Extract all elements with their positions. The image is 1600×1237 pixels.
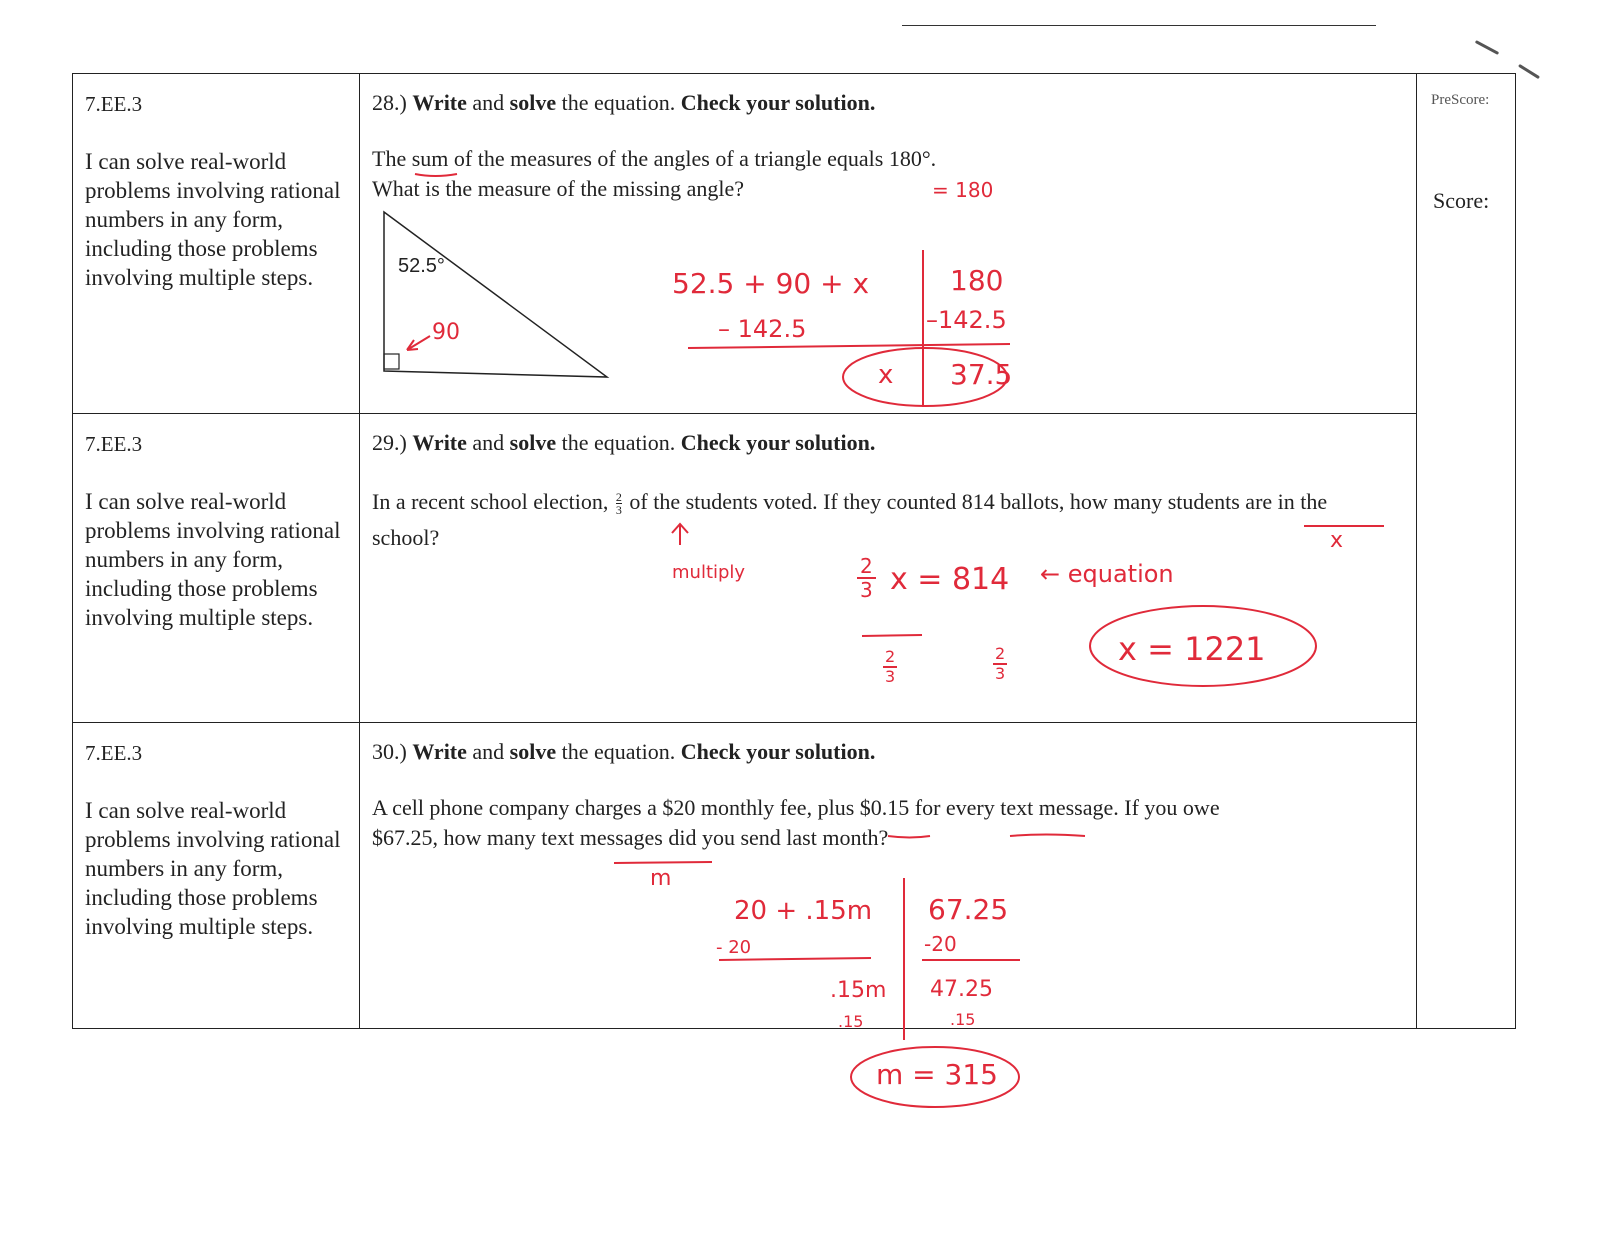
learning-goal: I can solve real-world problems involving rational numbers in any form, including those problems involving multiple steps. bbox=[85, 149, 341, 290]
pen-mark bbox=[1518, 64, 1540, 79]
ink-divisor-den: 3 bbox=[885, 667, 896, 686]
instr-equation: the equation. bbox=[561, 430, 676, 455]
problem-instructions bbox=[372, 430, 1416, 456]
instr-and: and bbox=[472, 739, 505, 764]
problem-number: 30.) bbox=[372, 739, 407, 764]
ink-answer: m = 315 bbox=[876, 1058, 998, 1091]
score-column bbox=[1417, 74, 1516, 1029]
ink-mid-right: 47.25 bbox=[930, 977, 993, 1002]
name-line bbox=[902, 25, 1376, 26]
ink-div-right: .15 bbox=[950, 1010, 976, 1029]
standard-code: 7.EE.3 bbox=[85, 432, 143, 456]
standard-cell bbox=[73, 723, 360, 1029]
ink-sub-right: -20 bbox=[924, 932, 957, 956]
ink-equation-note: ← equation bbox=[1040, 560, 1174, 588]
ink-equals-180: = 180 bbox=[932, 178, 994, 202]
ink-variable-m: m bbox=[650, 866, 672, 891]
instr-and: and bbox=[472, 90, 505, 115]
problem-number: 28.) bbox=[372, 90, 407, 115]
problem-row bbox=[73, 74, 1516, 414]
problem-number: 29.) bbox=[372, 430, 407, 455]
problem-row bbox=[73, 723, 1516, 1029]
problem-text bbox=[372, 484, 1392, 556]
instr-solve: solve bbox=[509, 430, 557, 455]
learning-goal: I can solve real-world problems involving rational numbers in any form, including those problems involving multiple steps. bbox=[85, 489, 341, 630]
problem-text-a: In a recent school election, bbox=[372, 489, 609, 514]
assessment-table bbox=[72, 73, 1516, 1029]
ink-equation-left: 20 + .15m bbox=[734, 896, 873, 926]
ink-variable-x: x bbox=[1330, 528, 1344, 553]
problem-text-line: What is the measure of the missing angle? bbox=[372, 176, 745, 201]
ink-equation-left: 52.5 + 90 + x bbox=[672, 267, 870, 300]
instr-solve: solve bbox=[509, 739, 557, 764]
problem-cell bbox=[360, 723, 1417, 1029]
standard-code: 7.EE.3 bbox=[85, 741, 143, 765]
ink-sub-left: - 20 bbox=[716, 937, 752, 958]
ink-divisor-den: 3 bbox=[995, 664, 1006, 683]
problem-text-line: $67.25, how many text messages did you send last month? bbox=[372, 825, 889, 850]
ink-coef-fraction bbox=[857, 555, 876, 601]
standard-cell bbox=[73, 414, 360, 723]
ink-answer-left: x bbox=[878, 360, 894, 390]
problem-instructions bbox=[372, 90, 1416, 116]
instr-equation: the equation. bbox=[561, 90, 676, 115]
ink-step-right: –142.5 bbox=[926, 306, 1007, 334]
fraction-denominator: 3 bbox=[615, 503, 622, 518]
ink-divisor-left bbox=[883, 648, 897, 686]
problem-text-b: of the students voted. If they counted 814 ballots, how many students are in the school? bbox=[372, 489, 1328, 550]
ink-answer: x = 1221 bbox=[1118, 630, 1266, 668]
pen-mark bbox=[1475, 40, 1499, 55]
fraction-two-thirds bbox=[616, 491, 622, 516]
problem-instructions bbox=[372, 739, 1416, 765]
instr-check: Check your solution. bbox=[680, 739, 876, 764]
ink-divisor-right bbox=[993, 645, 1007, 683]
ink-divisor-num: 2 bbox=[885, 647, 896, 666]
standard-cell bbox=[73, 74, 360, 414]
instr-and: and bbox=[472, 430, 505, 455]
problem-text bbox=[372, 793, 1392, 853]
ink-mid-left: .15m bbox=[830, 978, 887, 1003]
instr-check: Check your solution. bbox=[680, 430, 876, 455]
ink-answer-right: 37.5 bbox=[950, 358, 1013, 391]
problem-text bbox=[372, 144, 1392, 204]
problem-text-line: The sum of the measures of the angles of a triangle equals 180°. bbox=[372, 146, 937, 171]
ink-step-left: – 142.5 bbox=[718, 315, 807, 343]
instr-equation: the equation. bbox=[561, 739, 676, 764]
ink-equation: x = 814 bbox=[890, 562, 1010, 597]
ink-multiply-note: multiply bbox=[672, 562, 746, 583]
instr-write: Write bbox=[412, 90, 467, 115]
ink-coef-num: 2 bbox=[857, 555, 876, 579]
standard-code: 7.EE.3 bbox=[85, 92, 143, 116]
angle-label: 52.5° bbox=[398, 255, 445, 277]
ink-90-note: 90 bbox=[432, 320, 460, 345]
instr-write: Write bbox=[412, 430, 467, 455]
problem-row bbox=[73, 414, 1516, 723]
ink-coef-den: 3 bbox=[860, 578, 873, 602]
instr-solve: solve bbox=[509, 90, 557, 115]
prescore-label: PreScore: bbox=[1431, 92, 1490, 108]
ink-equation-right: 67.25 bbox=[928, 893, 1009, 926]
score-label: Score: bbox=[1433, 188, 1490, 213]
instr-write: Write bbox=[412, 739, 467, 764]
ink-div-left: .15 bbox=[838, 1012, 864, 1031]
fraction-numerator: 2 bbox=[615, 490, 622, 505]
ink-equation-right: 180 bbox=[950, 264, 1004, 297]
instr-check: Check your solution. bbox=[680, 90, 876, 115]
problem-text-line: A cell phone company charges a $20 monthly fee, plus $0.15 for every text message. If you owe bbox=[372, 795, 1220, 820]
learning-goal: I can solve real-world problems involving rational numbers in any form, including those problems involving multiple steps. bbox=[85, 798, 341, 939]
ink-divisor-num: 2 bbox=[995, 644, 1006, 663]
